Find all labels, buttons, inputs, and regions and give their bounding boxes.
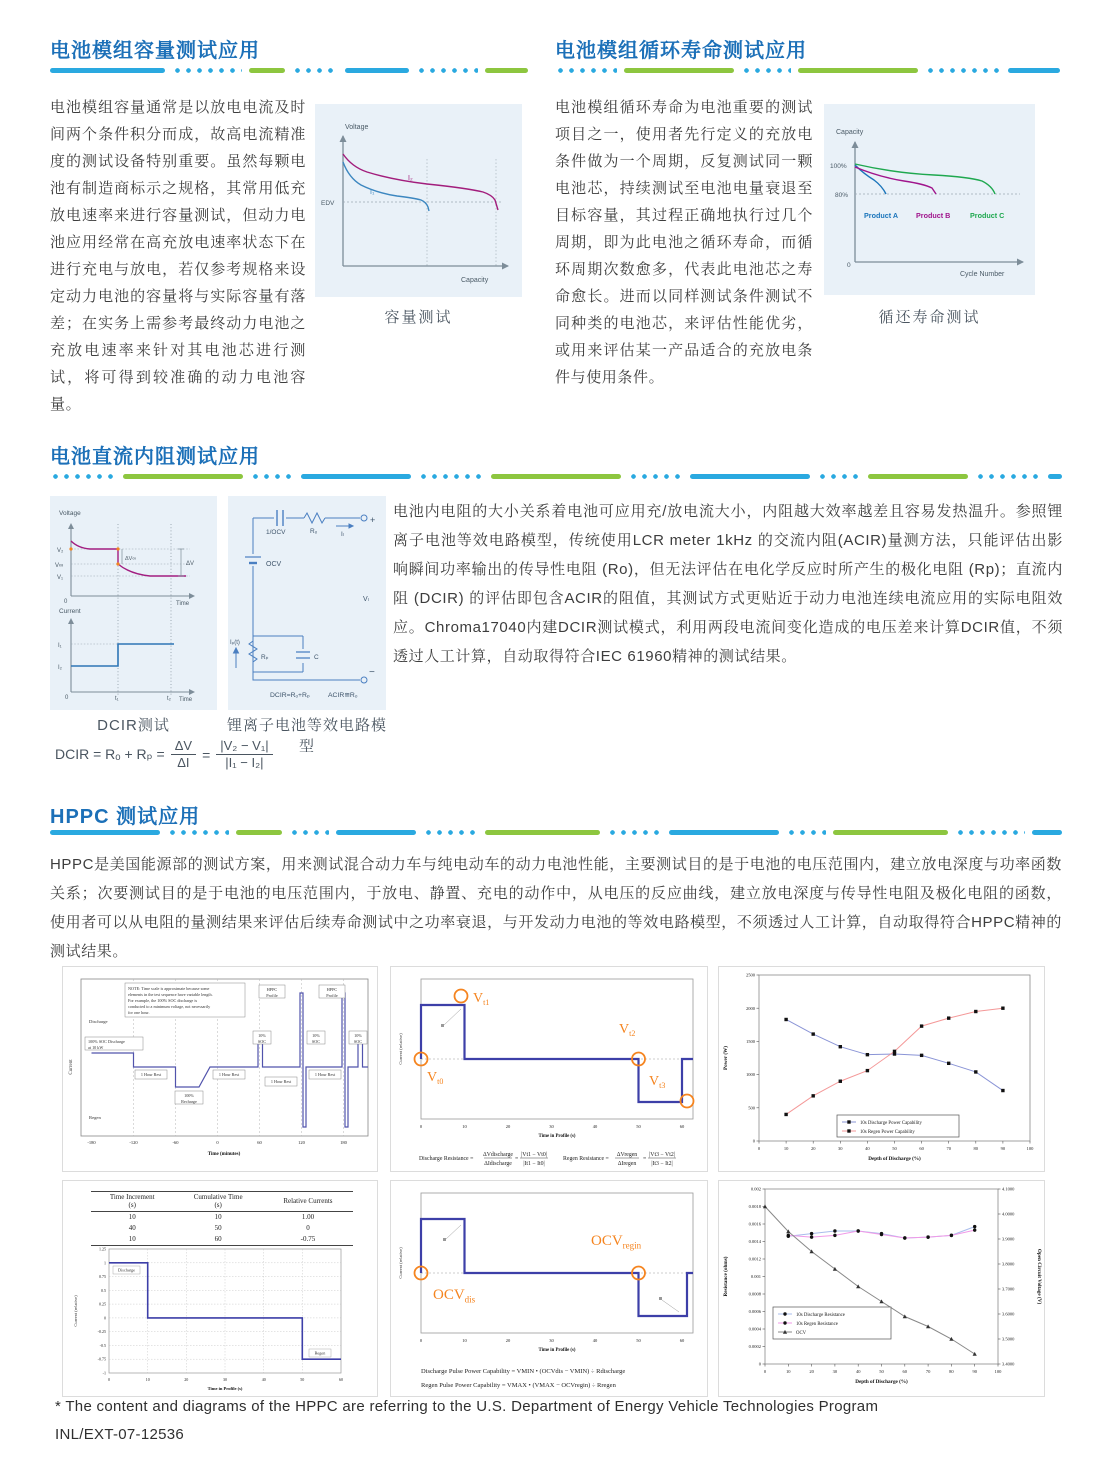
il-label: Iₗ xyxy=(341,531,344,538)
series-i1-label: I₁ xyxy=(370,189,375,196)
voltage-axis-label: Voltage xyxy=(59,510,81,517)
soc-step-label: 10% xyxy=(258,1033,266,1038)
separator-dots xyxy=(172,68,242,73)
svg-text:0: 0 xyxy=(104,1315,106,1321)
x-tick: 60 xyxy=(257,1140,262,1145)
regen-resistance-formula: Regen Resistance = xyxy=(563,1156,609,1162)
v1-label: V₁ xyxy=(57,575,64,581)
ocv-label: OCV xyxy=(266,561,282,568)
col-header: Cumulative Time (s) xyxy=(193,1193,243,1210)
separator-bar xyxy=(690,474,810,479)
x-tick: 30 xyxy=(549,1124,554,1129)
discharge-power-formula: Discharge Pulse Power Capability = VMIN • (OCVdis − VMIN) ÷ Rdischarge xyxy=(421,1368,626,1375)
svg-text:=: = xyxy=(515,1156,519,1162)
svg-text:40: 40 xyxy=(592,1338,598,1343)
svg-text:0.25: 0.25 xyxy=(99,1301,106,1307)
x-tick: 20 xyxy=(505,1124,511,1129)
svg-text:0.0006: 0.0006 xyxy=(748,1309,761,1315)
note-line: For example, the 100% SOC discharge is xyxy=(128,998,198,1003)
dcir-chart xyxy=(50,496,217,710)
footnote-line-1: * The content and diagrams of the HPPC are referring to the U.S. Department of Energy Vehicle Technologies Program xyxy=(55,1398,879,1415)
legend-product-a: Product A xyxy=(864,211,899,220)
note-line: NOTE: Time scale is approximate because some xyxy=(128,986,210,991)
x-axis-label: Time in Profile (s) xyxy=(538,1348,576,1353)
separator-bar xyxy=(345,68,409,73)
acir-equation: ACIR≅Rₒ xyxy=(328,692,358,699)
svg-text:10s Discharge Power Capability: 10s Discharge Power Capability xyxy=(860,1120,922,1126)
t2-label: t₂ xyxy=(167,696,171,702)
svg-text:0.0012: 0.0012 xyxy=(748,1256,761,1262)
vt2-marker-label: $V_{t2}$ xyxy=(619,1022,636,1038)
svg-text:1: 1 xyxy=(104,1260,106,1266)
equivalent-circuit-diagram xyxy=(228,496,386,710)
separator xyxy=(555,68,1060,73)
section-title-capacity: 电池模组容量测试应用 xyxy=(50,40,260,62)
svg-text:1.25: 1.25 xyxy=(99,1246,106,1252)
ocv-regin-marker-label: $OCV_{regin}$ xyxy=(591,1233,642,1251)
t1-label: t₁ xyxy=(115,696,119,702)
svg-text:0.0002: 0.0002 xyxy=(748,1344,761,1350)
dcir-figure-caption: DCIR测试 xyxy=(97,717,170,734)
svg-text:0.0016: 0.0016 xyxy=(748,1221,761,1227)
separator-dots xyxy=(607,830,662,835)
svg-text:100: 100 xyxy=(994,1369,1002,1374)
separator-dots xyxy=(628,474,683,479)
svg-text:|It3 − It2|: |It3 − It2| xyxy=(651,1161,673,1167)
svg-text:0.0014: 0.0014 xyxy=(748,1239,761,1245)
table-row: 40 50 0 xyxy=(128,1224,310,1233)
svg-text:10s Discharge Resistance: 10s Discharge Resistance xyxy=(796,1312,845,1318)
y-axis-label: Current (relative) xyxy=(73,1295,78,1327)
x-tick: 0 xyxy=(216,1140,219,1145)
recharge-label: Recharge xyxy=(181,1099,197,1104)
x-axis-label: Cycle Number xyxy=(960,271,1005,278)
x-axis-label: Time (minutes) xyxy=(207,1152,241,1157)
separator-bar xyxy=(491,474,621,479)
svg-text:50: 50 xyxy=(300,1377,305,1382)
col-header: Relative Currents xyxy=(283,1197,333,1206)
separator-dots xyxy=(975,474,1041,479)
vinf-label: V∞ xyxy=(55,563,64,569)
svg-text:4.0000: 4.0000 xyxy=(1002,1211,1015,1217)
x-tick: 40 xyxy=(592,1124,598,1129)
dcir-formula-eq: = xyxy=(202,746,211,763)
power-capability-chart xyxy=(719,967,1044,1171)
soc-step-label: SOC xyxy=(257,1039,267,1044)
svg-text:10: 10 xyxy=(783,1146,789,1151)
svg-text:70: 70 xyxy=(946,1146,951,1151)
svg-text:40: 40 xyxy=(261,1377,266,1382)
separator-bar xyxy=(485,830,600,835)
svg-text:1000: 1000 xyxy=(746,1072,755,1078)
svg-text:80: 80 xyxy=(973,1146,979,1151)
rest-label: 1 Hour Rest xyxy=(218,1072,240,1077)
svg-text:3.7000: 3.7000 xyxy=(1002,1286,1015,1292)
profile-table-wrap xyxy=(91,1191,353,1246)
svg-text:50: 50 xyxy=(879,1369,884,1374)
svg-text:=: = xyxy=(643,1156,647,1162)
dcir-formula-frac2: $\frac{\text{|V₂ − V₁|}}{\text{|I₁ − I₂|}}$ xyxy=(216,738,272,772)
svg-text:OCV: OCV xyxy=(796,1330,807,1336)
resistance-ocv-chart xyxy=(719,1181,1044,1396)
svg-text:ΔVregen: ΔVregen xyxy=(616,1152,638,1158)
soc-step-label: SOC xyxy=(353,1039,363,1044)
svg-text:0.75: 0.75 xyxy=(99,1274,106,1280)
svg-text:60: 60 xyxy=(919,1146,924,1151)
soc-step-label: SOC xyxy=(311,1039,321,1044)
circuit-figure-caption: 锂离子电池等效电路模型 xyxy=(226,717,387,755)
current-axis-label: Current xyxy=(59,608,81,615)
separator-dots xyxy=(817,474,861,479)
separator-dots xyxy=(925,68,1001,73)
svg-text:0.5: 0.5 xyxy=(101,1287,106,1293)
svg-text:40: 40 xyxy=(865,1146,870,1151)
dcir-formula-lhs: DCIR = Rₒ + Rₚ = xyxy=(55,746,165,763)
soc-step-label: 10% xyxy=(354,1033,362,1038)
delta-v-label: ΔV xyxy=(186,561,195,567)
x-tick: 120 xyxy=(298,1140,305,1145)
dcir-figure xyxy=(50,496,217,710)
svg-text:0.002: 0.002 xyxy=(750,1186,761,1192)
svg-text:30: 30 xyxy=(549,1338,554,1343)
section-title-dcir: 电池直流内阻测试应用 xyxy=(50,446,260,468)
rest-label: 1 Hour Rest xyxy=(140,1072,162,1077)
separator-dots xyxy=(50,474,116,479)
svg-text:40: 40 xyxy=(855,1369,861,1374)
svg-text:50: 50 xyxy=(892,1146,897,1151)
svg-text:60: 60 xyxy=(679,1338,685,1343)
hppc-sequence-chart xyxy=(63,967,377,1171)
capacity-figure xyxy=(315,104,522,297)
zero-label-2: 0 xyxy=(65,695,69,701)
table-row: 10 10 1.00 xyxy=(128,1213,315,1222)
svg-text:0: 0 xyxy=(419,1338,423,1343)
svg-text:1500: 1500 xyxy=(746,1039,755,1044)
profile-table xyxy=(91,1191,353,1246)
svg-text:4.1000: 4.1000 xyxy=(1002,1186,1015,1192)
svg-text:2000: 2000 xyxy=(746,1005,755,1011)
separator xyxy=(50,474,1062,479)
svg-text:0.001: 0.001 xyxy=(750,1274,761,1280)
time-label: Time xyxy=(176,601,190,607)
origin-zero: 0 xyxy=(847,262,851,269)
legend-product-c: Product C xyxy=(970,211,1005,220)
separator-bar xyxy=(1032,830,1062,835)
svg-text:0.0004: 0.0004 xyxy=(748,1326,761,1332)
separator xyxy=(50,830,1062,835)
svg-text:Resistance (ohms): Resistance (ohms) xyxy=(723,1256,729,1297)
separator-bar xyxy=(249,68,285,73)
separator-bar xyxy=(833,830,948,835)
svg-text:|Vt1 − Vt0|: |Vt1 − Vt0| xyxy=(521,1152,547,1158)
x-tick: 180 xyxy=(340,1140,347,1145)
svg-text:20: 20 xyxy=(810,1146,816,1151)
plus-terminal: + xyxy=(370,515,376,525)
x-tick: 60 xyxy=(679,1124,685,1129)
i2-label: I₂ xyxy=(58,665,62,671)
capacity-chart xyxy=(315,104,522,297)
svg-text:100: 100 xyxy=(1026,1146,1034,1151)
separator-dots xyxy=(423,830,478,835)
table-row: 10 60 -0.75 xyxy=(91,1234,353,1246)
rest-label: 1 Hour Rest xyxy=(270,1079,292,1084)
separator-bar xyxy=(50,830,160,835)
dcir-body-text: 电池内电阻的大小关系着电池可应用充/放电流大小，内阻越大效率越差且容易发热温升。参照锂离子电池等效电路模型，传统使用LCR meter 1kHz 的交流内阻(ACIR)量测方法，只能评估出影响瞬间功率输出的传导性电阻 (Ro)，但无法评估在电化学反应时所产生的极化电阻 (Rp)；直流内阻 (DCIR) 的评估即包含ACIR的阻值，其测试方式更贴近于动力电池连续电流应用的实际电阻效应。Chroma17040内建DCIR测试模式，利用两段电流间变化造成的电压差来计算DCIR值，不须透过人工计算，自动取得符合IEC 61960精神的测试结果。 xyxy=(393,503,1063,665)
rp-label: Rₚ xyxy=(261,654,269,661)
separator-bar xyxy=(868,474,968,479)
separator-bar xyxy=(669,830,779,835)
svg-text:0: 0 xyxy=(752,1138,755,1144)
svg-text:-0.75: -0.75 xyxy=(97,1356,106,1362)
svg-text:Power (W): Power (W) xyxy=(723,1046,729,1070)
tick-80: 80% xyxy=(835,192,849,199)
svg-text:50: 50 xyxy=(636,1338,641,1343)
hppc-pulse-vt-figure xyxy=(390,966,708,1172)
svg-text:80: 80 xyxy=(949,1369,954,1374)
cycle-life-chart xyxy=(824,104,1035,295)
separator-dots xyxy=(955,830,1025,835)
x-tick: -60 xyxy=(172,1140,179,1145)
cycle-life-figure-caption: 循还寿命测试 xyxy=(878,309,981,326)
x-tick: -180 xyxy=(87,1140,96,1145)
svg-text:70: 70 xyxy=(925,1369,931,1374)
regen-step-label: Regen xyxy=(314,1350,326,1356)
profile-steps-chart xyxy=(63,1245,377,1395)
separator-dots xyxy=(250,474,294,479)
c-label: C xyxy=(314,654,319,661)
section-title-hppc: HPPC 测试应用 xyxy=(50,806,201,828)
hppc-sequence-figure xyxy=(62,966,378,1172)
svg-text:10: 10 xyxy=(145,1377,150,1382)
v2-label: V₂ xyxy=(57,548,64,554)
separator-dots xyxy=(786,830,826,835)
circuit-figure xyxy=(228,496,386,710)
x-tick: 0 xyxy=(419,1124,423,1129)
separator-bar xyxy=(50,68,165,73)
soc-discharge-label: at 10 kW xyxy=(88,1045,104,1050)
discharge-region-label: Discharge xyxy=(89,1019,108,1024)
hppc-pulse-vt-chart xyxy=(391,967,707,1171)
note-line: elements in the test sequence have variable length. xyxy=(128,992,213,997)
x-tick: -120 xyxy=(129,1140,138,1145)
svg-text:3.6000: 3.6000 xyxy=(1002,1311,1015,1317)
i1-label: I₁ xyxy=(58,643,62,649)
svg-text:20: 20 xyxy=(809,1369,814,1374)
regen-power-formula: Regen Pulse Power Capability = VMAX • (VMAX − OCVregin) ÷ Rregen xyxy=(421,1382,616,1389)
svg-text:-0.25: -0.25 xyxy=(97,1329,106,1335)
svg-text:30: 30 xyxy=(223,1377,227,1382)
ocv-dis-marker-label: $OCV_{dis}$ xyxy=(433,1287,476,1305)
svg-text:ΔIregen: ΔIregen xyxy=(617,1161,637,1167)
recharge-label: 100% xyxy=(184,1093,194,1098)
svg-text:ΔIdischarge: ΔIdischarge xyxy=(484,1161,512,1167)
y-axis-label: Current (relative) xyxy=(398,1247,403,1279)
discharge-resistance-formula: Discharge Resistance = xyxy=(419,1156,474,1162)
svg-text:500: 500 xyxy=(748,1105,755,1111)
dcir-formula xyxy=(55,738,273,772)
col-header: Time Increment (s) xyxy=(109,1193,155,1210)
svg-text:|It1 − It0|: |It1 − It0| xyxy=(523,1161,545,1167)
hppc-pulse-ocv-chart xyxy=(391,1181,707,1396)
separator-bar xyxy=(236,830,282,835)
minus-terminal: − xyxy=(369,667,375,678)
note-line: for one hour. xyxy=(128,1010,150,1015)
svg-text:90: 90 xyxy=(1000,1146,1006,1151)
svg-text:20: 20 xyxy=(505,1338,511,1343)
cycle-life-figure xyxy=(824,104,1035,295)
capacity-figure-caption: 容量测试 xyxy=(384,309,453,326)
separator-dots xyxy=(292,68,338,73)
svg-text:20: 20 xyxy=(184,1377,189,1382)
vt1-marker-label: $V_{t1}$ xyxy=(473,991,490,1007)
svg-text:Depth of Discharge (%): Depth of Discharge (%) xyxy=(855,1379,908,1385)
x-tick: 10 xyxy=(462,1124,467,1129)
separator-bar xyxy=(798,68,918,73)
capacity-body-text: 电池模组容量通常是以放电电流及时间两个条件积分而成，故高电流精准度的测试设备特别重要。虽然每颗电池有制造商标示之规格，其常用低充放电速率来进行容量测试，但动力电池应用经常在高充放电速率状态下在进行充电与放电，若仅参考规格来设定动力电池的容量将与实际容量有落差；在实务上需参考最终动力电池之充放电速率来针对其电池芯进行测试，将可得到较准确的动力电池容量。 xyxy=(50,99,306,413)
y-axis-label: Capacity xyxy=(836,129,864,136)
hppc-profile-label: HPPC xyxy=(266,987,278,992)
hppc-pulse-ocv-figure xyxy=(390,1180,708,1397)
separator xyxy=(50,68,528,73)
svg-text:10s Regen Resistance: 10s Regen Resistance xyxy=(796,1321,838,1327)
svg-text:10: 10 xyxy=(462,1338,467,1343)
svg-text:0: 0 xyxy=(763,1369,767,1374)
note-line: conducted to a minimum voltage, not necessarily xyxy=(128,1004,211,1009)
regen-region-label: Regen xyxy=(89,1115,101,1120)
svg-text:0: 0 xyxy=(108,1377,110,1382)
separator-bar xyxy=(624,68,734,73)
rest-label: 1 Hour Rest xyxy=(314,1072,336,1077)
time-label-2: Time xyxy=(179,697,193,703)
separator-bar xyxy=(301,474,411,479)
capacitor-label: 1/OCV xyxy=(266,529,286,536)
svg-text:60: 60 xyxy=(339,1377,343,1382)
hppc-profile-label: Profile xyxy=(266,993,278,998)
y-axis-label: Current xyxy=(69,1059,74,1075)
y-axis-label: Voltage xyxy=(345,124,369,131)
hppc-body-text: HPPC是美国能源部的测试方案，用来测试混合动力车与纯电动车的动力电池性能，主要测试目的是于电池的电压范围内，建立放电深度与功率函数关系；次要测试目的是于电池的电压范围内，于放电、静置、充电的动作中，从电压的反应曲线，建立放电深度与传导性电阻及极化电阻的函数，使用者可以从电阻的量测结果来评估后续寿命测试中之功率衰退，与开发动力电池的等效电路模型，不须透过人工计算，自动取得符合HPPC精神的测试结果。 xyxy=(50,856,1062,960)
vt0-marker-label: $V_{t0}$ xyxy=(427,1070,444,1086)
delta-v-inf-label: ΔV∞ xyxy=(125,556,137,562)
svg-text:30: 30 xyxy=(838,1146,843,1151)
hppc-profile-table-figure xyxy=(62,1180,378,1397)
svg-text:3.8000: 3.8000 xyxy=(1002,1261,1015,1267)
separator-bar xyxy=(1008,68,1060,73)
separator-dots xyxy=(416,68,478,73)
discharge-step-label: Discharge xyxy=(118,1267,135,1273)
svg-text:Open Circuit Voltage (V): Open Circuit Voltage (V) xyxy=(1036,1248,1042,1305)
hppc-profile-label: Profile xyxy=(326,993,338,998)
hppc-power-figure xyxy=(718,966,1045,1172)
tick-100: 100% xyxy=(830,163,847,170)
hppc-profile-label: HPPC xyxy=(326,987,338,992)
dcir-equation: DCIR=Rₒ+Rₚ xyxy=(270,692,310,699)
x-tick: 50 xyxy=(636,1124,641,1129)
separator-dots xyxy=(289,830,329,835)
svg-text:|Vt3 − Vt2|: |Vt3 − Vt2| xyxy=(649,1152,675,1158)
svg-text:0: 0 xyxy=(758,1361,761,1367)
separator-bar xyxy=(336,830,416,835)
edv-label: EDV xyxy=(321,200,335,207)
x-axis-label: Time in Profile (s) xyxy=(207,1386,243,1391)
separator-bar xyxy=(123,474,243,479)
series-i2-label: I₂ xyxy=(408,175,413,182)
section-title-cycle-life: 电池模组循环寿命测试应用 xyxy=(555,40,807,62)
svg-text:ΔVdischarge: ΔVdischarge xyxy=(482,1152,514,1158)
svg-text:30: 30 xyxy=(832,1369,838,1374)
svg-text:60: 60 xyxy=(902,1369,908,1374)
separator-dots xyxy=(167,830,229,835)
svg-text:10s Regen Power Capability: 10s Regen Power Capability xyxy=(860,1129,915,1135)
zero-label: 0 xyxy=(64,599,68,605)
x-axis-label: Time in Profile (s) xyxy=(538,1134,576,1139)
footnote-line-2: INL/EXT-07-12536 xyxy=(55,1426,185,1443)
svg-text:90: 90 xyxy=(972,1369,977,1374)
svg-text:2500: 2500 xyxy=(746,972,755,978)
svg-text:-1: -1 xyxy=(102,1370,106,1376)
svg-text:0.0008: 0.0008 xyxy=(748,1291,761,1297)
ro-label: Rₒ xyxy=(310,528,318,535)
separator-bar xyxy=(485,68,528,73)
svg-text:-0.5: -0.5 xyxy=(99,1342,106,1348)
svg-text:3.4000: 3.4000 xyxy=(1002,1361,1015,1367)
hppc-resistance-figure xyxy=(718,1180,1045,1397)
separator-dots xyxy=(555,68,617,73)
svg-text:3.5000: 3.5000 xyxy=(1002,1336,1015,1342)
svg-text:10: 10 xyxy=(786,1369,791,1374)
cycle-life-body-text: 电池模组循环寿命为电池重要的测试项目之一，使用者先行定义的充放电条件做为一个周期，反复测试同一颗电池芯，持续测试至电池电量衰退至目标容量，其过程正确地执行过几个周期，即为此电池之循环寿命，而循环周期次数愈多，代表此电池芯之寿命愈长。进而以同样测试条件测试不同种类的电池芯，来评估性能优劣，或用来评估某一产品适合的充放电条件与使用条件。 xyxy=(555,99,813,386)
svg-text:0.0018: 0.0018 xyxy=(748,1204,761,1210)
vl-label: Vₗ xyxy=(363,596,369,603)
svg-text:3.9000: 3.9000 xyxy=(1002,1236,1015,1242)
dcir-formula-frac1: $\frac{\Delta V}{\Delta I}$ xyxy=(171,738,196,772)
vt3-marker-label: $V_{t3}$ xyxy=(649,1074,666,1090)
x-axis-label: Capacity xyxy=(461,277,489,284)
y-axis-label: Current (relative) xyxy=(398,1033,403,1065)
soc-discharge-label: 100% SOC Discharge xyxy=(88,1039,125,1044)
svg-text:Depth of Discharge (%): Depth of Discharge (%) xyxy=(868,1156,921,1162)
ip-label: Iₚ(t) xyxy=(230,640,240,646)
svg-text:0: 0 xyxy=(757,1146,761,1151)
separator-bar xyxy=(1048,474,1062,479)
separator-dots xyxy=(418,474,484,479)
separator-dots xyxy=(741,68,791,73)
soc-step-label: 10% xyxy=(312,1033,320,1038)
legend-product-b: Product B xyxy=(916,211,951,220)
